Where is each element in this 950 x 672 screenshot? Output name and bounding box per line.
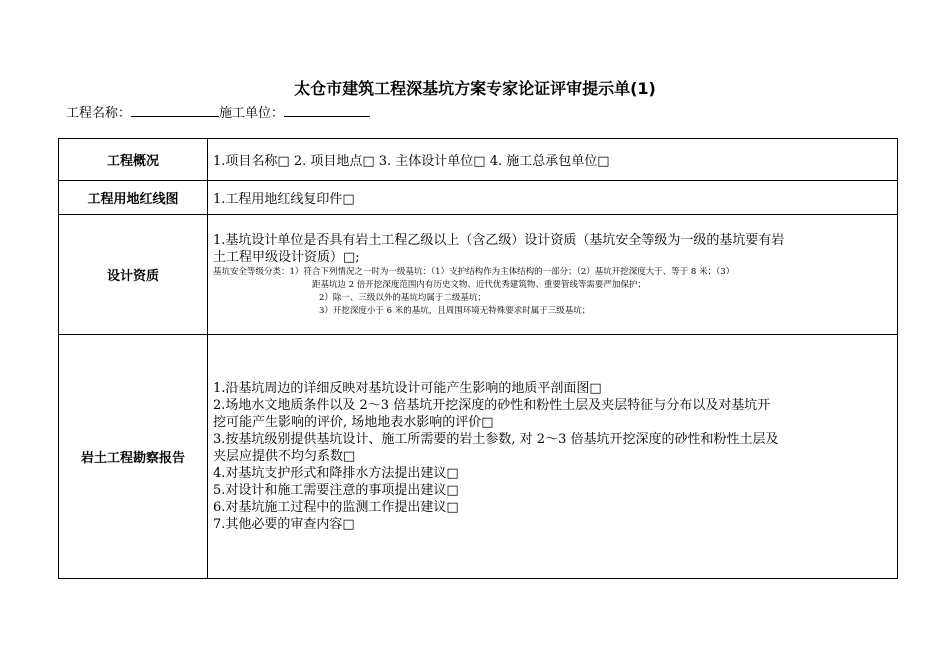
review-table <box>58 138 898 579</box>
design-content <box>208 215 898 335</box>
design-note-1: 基坑安全等级分类：1）符合下列情况之一时为一级基坑：（1）支护结构作为主体结构的一部分；（2）基坑开挖深度大于、等于 8 米；（3） <box>213 266 735 277</box>
table-row-design <box>59 215 898 335</box>
survey-item: 4.对基坑支护形式和降排水方法提出建议□ <box>213 466 459 481</box>
survey-item: 5.对设计和施工需要注意的事项提出建议□ <box>213 483 459 498</box>
table-row-redline <box>59 181 898 215</box>
survey-item: 夹层应提供不均匀系数□ <box>213 449 356 464</box>
overview-content: 1.项目名称□ 2. 项目地点□ 3. 主体设计单位□ 4. 施工总承包单位□ <box>208 139 898 181</box>
survey-item: 7.其他必要的审查内容□ <box>213 517 355 532</box>
redline-content: 1.工程用地红线复印件□ <box>208 181 898 215</box>
design-line-1: 1.基坑设计单位是否具有岩土工程乙级以上（含乙级）设计资质（基坑安全等级为一级的基坑要有岩 <box>213 232 785 248</box>
document-title: 太仓市建筑工程深基坑方案专家论证评审提示单(1) <box>294 79 656 98</box>
design-line-2: 土工程甲级设计资质）□; <box>213 249 360 265</box>
project-name-blank <box>131 102 219 117</box>
design-note-3: 2）除一、三级以外的基坑均属于二级基坑； <box>319 292 486 303</box>
survey-item: 1.沿基坑周边的详细反映对基坑设计可能产生影响的地质平剖面图□ <box>213 381 602 396</box>
redline-label: 工程用地红线图 <box>59 181 208 215</box>
survey-item: 挖可能产生影响的评价, 场地地表水影响的评价□ <box>213 415 494 430</box>
survey-item: 6.对基坑施工过程中的监测工作提出建议□ <box>213 500 459 515</box>
survey-item: 3.按基坑级别提供基坑设计、施工所需要的岩土参数, 对 2～3 倍基坑开挖深度的砂性和粉性土层及 <box>213 432 779 447</box>
survey-item: 2.场地水文地质条件以及 2～3 倍基坑开挖深度的砂性和粉性土层及夹层特征与分布以及对基坑开 <box>213 398 771 413</box>
design-note-4: 3）开挖深度小于 6 米的基坑，且周围环境无特殊要求时属于三级基坑； <box>319 305 591 316</box>
construction-unit-label: 施工单位： <box>219 106 285 121</box>
project-name-label: 工程名称： <box>66 106 132 121</box>
overview-label: 工程概况 <box>59 139 208 181</box>
construction-unit-blank <box>284 102 370 117</box>
header-fields <box>66 102 370 121</box>
design-label: 设计资质 <box>59 215 208 335</box>
design-note-2: 距基坑边 2 倍开挖深度范围内有历史文物、近代优秀建筑物、重要管线等需要严加保护； <box>312 279 646 290</box>
table-row-overview <box>59 139 898 181</box>
survey-content <box>208 335 898 579</box>
survey-label: 岩土工程勘察报告 <box>59 335 208 579</box>
table-row-survey <box>59 335 898 579</box>
